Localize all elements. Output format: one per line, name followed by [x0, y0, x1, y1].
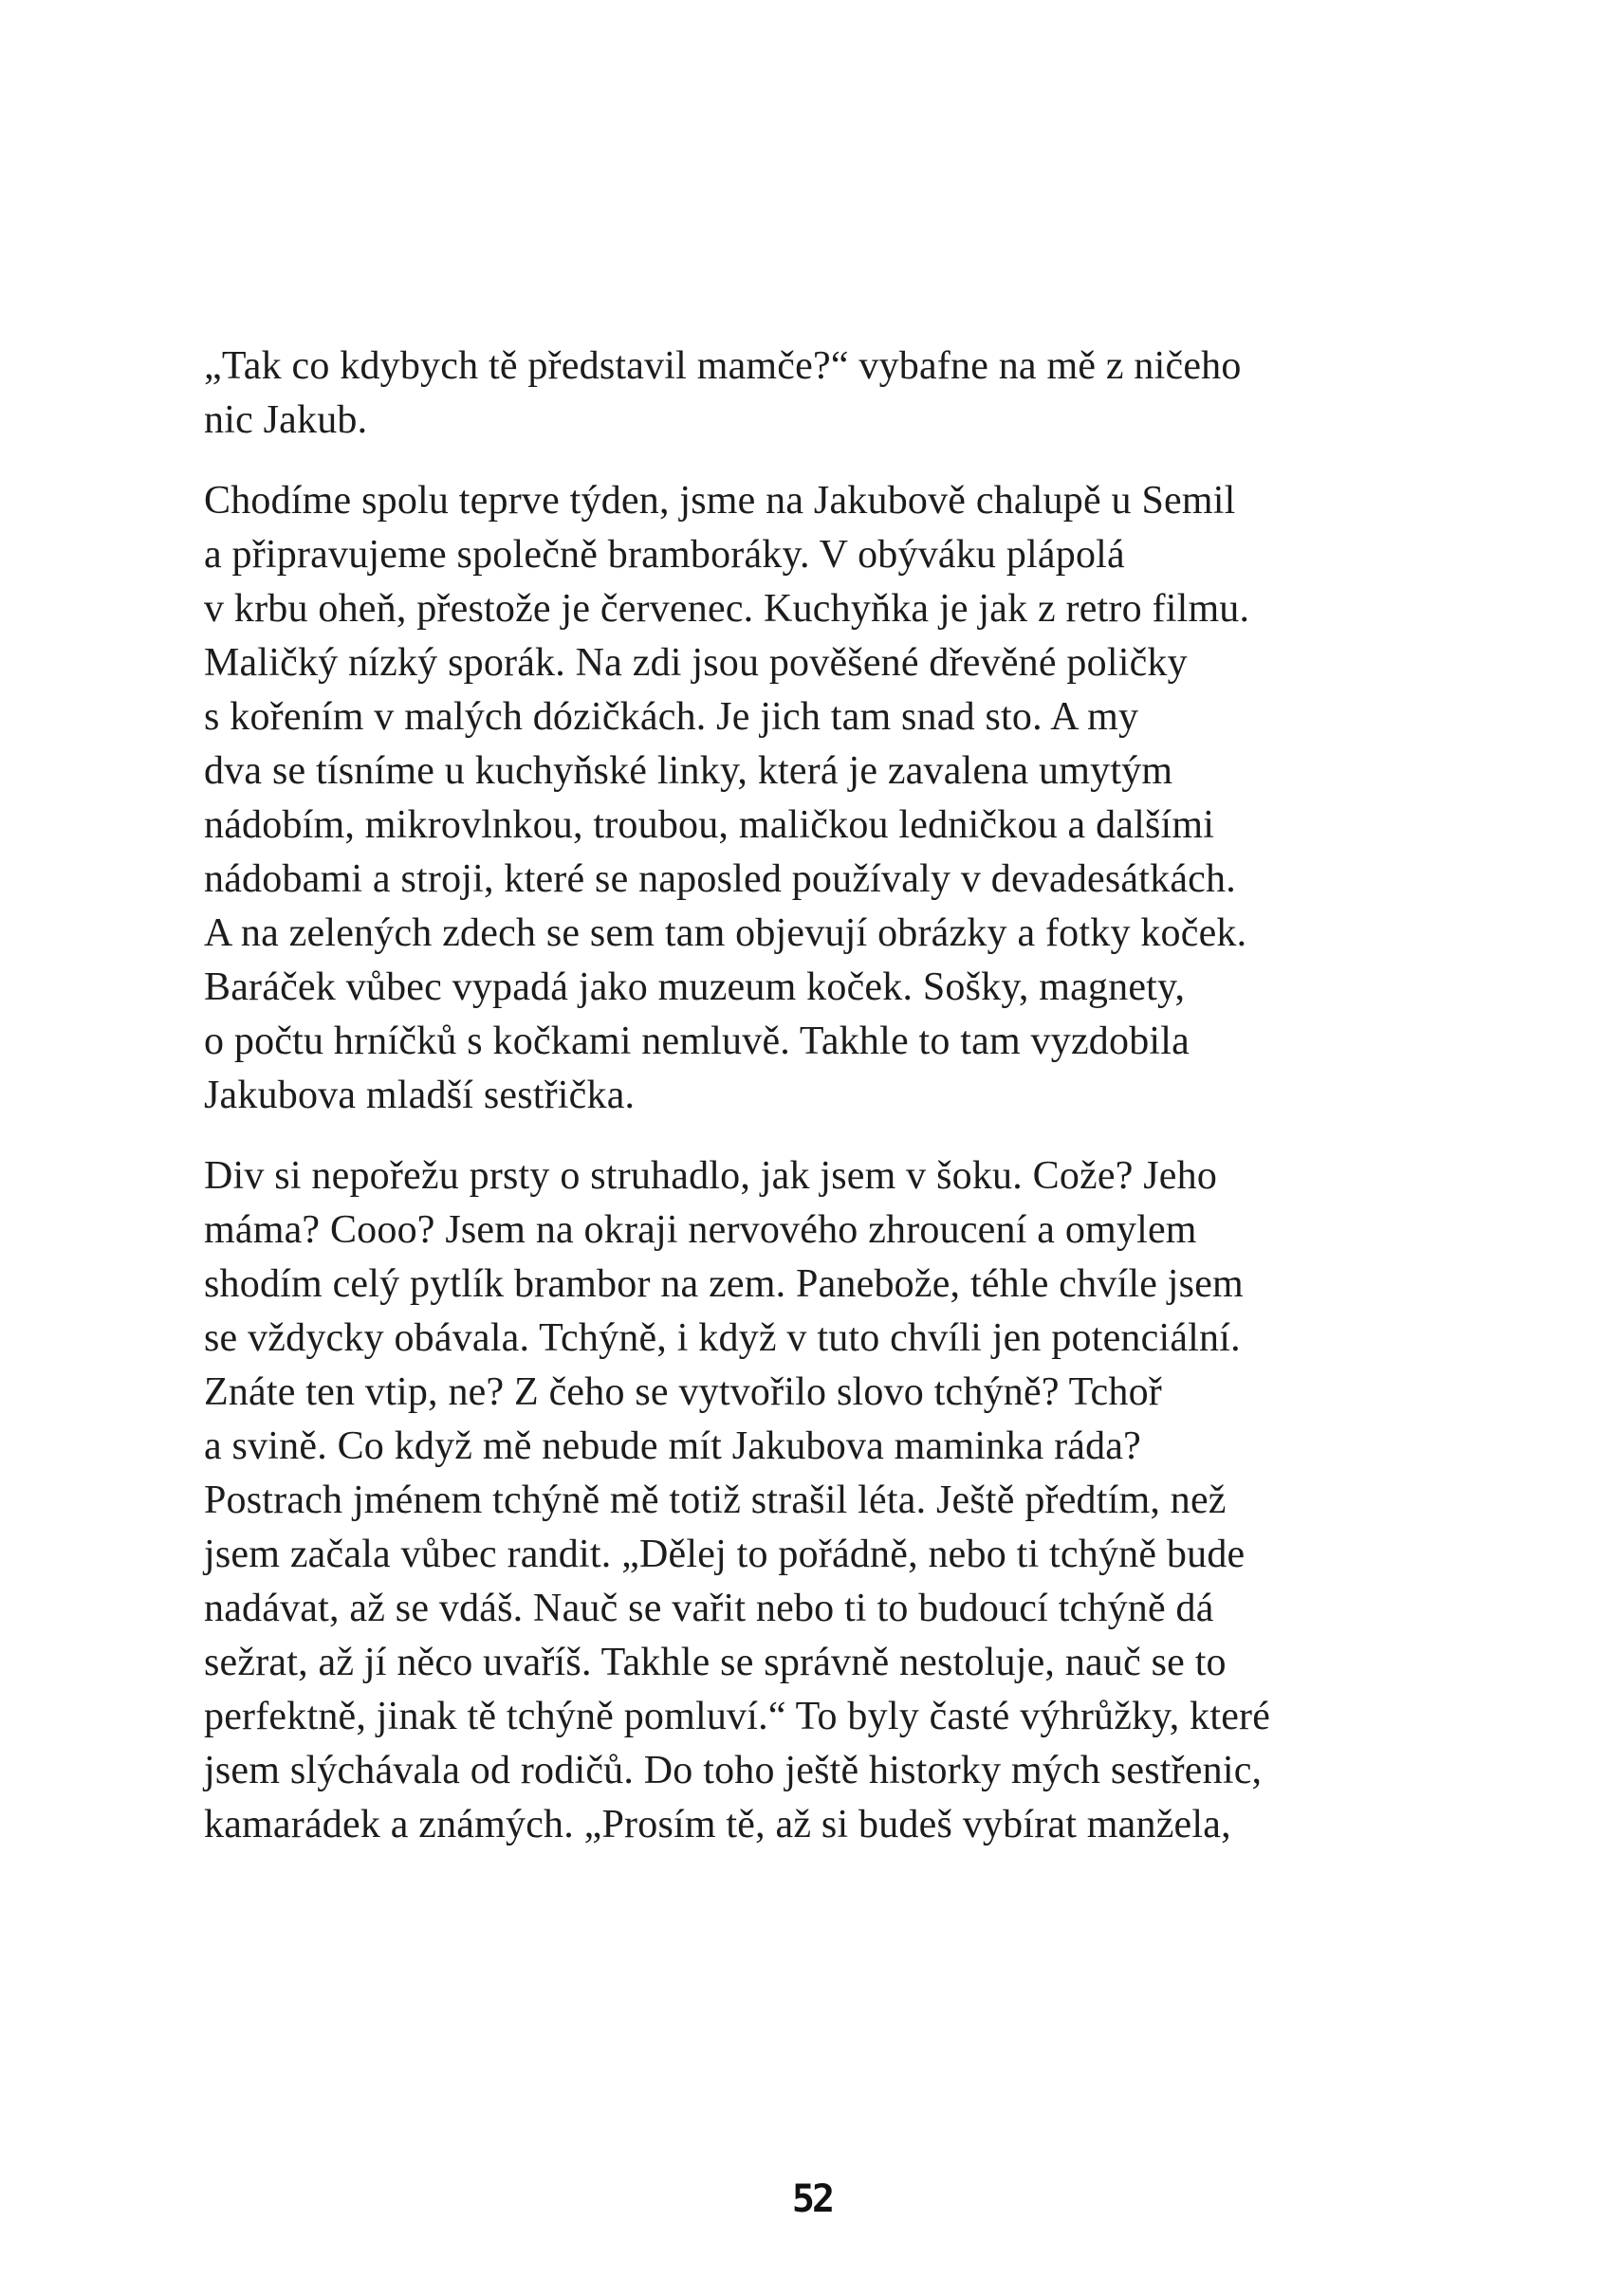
text-line: Baráček vůbec vypadá jako muzeum koček. Sošky, magnety, [204, 965, 1186, 1009]
text-line: máma? Cooo? Jsem na okraji nervového zhroucení a omylem [204, 1208, 1197, 1252]
text-line: jsem slýchávala od rodičů. Do toho ještě historky mých sestřenic, [204, 1749, 1263, 1792]
body-text [204, 340, 1475, 1852]
text-line: nic Jakub. [204, 398, 368, 442]
paragraph [204, 1149, 1475, 1852]
text-line: perfektně, jinak tě tchýně pomluví.“ To byly časté výhrůžky, které [204, 1695, 1271, 1738]
text-line: nádobím, mikrovlnkou, troubou, maličkou ledničkou a dalšími [204, 803, 1215, 847]
text-line: dva se tísníme u kuchyňské linky, která je zavalena umytým [204, 749, 1173, 793]
text-line: jsem začala vůbec randit. „Dělej to pořádně, nebo ti tchýně bude [204, 1533, 1246, 1576]
text-line: Chodíme spolu teprve týden, jsme na Jakubově chalupě u Semil [204, 479, 1236, 523]
text-line: se vždycky obávala. Tchýně, i když v tuto chvíli jen potenciální. [204, 1316, 1241, 1360]
paragraph [204, 340, 1475, 448]
text-line: Jakubova mladší sestřička. [204, 1074, 636, 1117]
text-line: Znáte ten vtip, ne? Z čeho se vytvořilo slovo tchýně? Tchoř [204, 1370, 1162, 1414]
text-line: kamarádek a známých. „Prosím tě, až si budeš vybírat manžela, [204, 1803, 1231, 1846]
page-number: 52 [791, 2177, 833, 2221]
text-line: a připravujeme společně bramboráky. V obýváku plápolá [204, 533, 1125, 577]
paragraph [204, 474, 1475, 1123]
text-line: nadávat, až se vdáš. Nauč se vařit nebo ti to budoucí tchýně dá [204, 1587, 1214, 1630]
text-line: A na zelených zdech se sem tam objevují obrázky a fotky koček. [204, 911, 1247, 955]
text-line: sežrat, až jí něco uvaříš. Takhle se správně nestoluje, nauč se to [204, 1641, 1227, 1684]
text-line: s kořením v malých dózičkách. Je jich tam snad sto. A my [204, 695, 1139, 739]
text-line: Postrach jménem tchýně mě totiž strašil léta. Ještě předtím, než [204, 1479, 1227, 1522]
text-line: nádobami a stroji, které se naposled používaly v devadesátkách. [204, 857, 1236, 901]
text-line: Maličký nízký sporák. Na zdi jsou pověšené dřevěné poličky [204, 641, 1188, 685]
text-line: v krbu oheň, přestože je červenec. Kuchyňka je jak z retro filmu. [204, 587, 1250, 631]
text-line: shodím celý pytlík brambor na zem. Panebože, téhle chvíle jsem [204, 1262, 1244, 1306]
text-line: o počtu hrníčků s kočkami nemluvě. Takhle to tam vyzdobila [204, 1019, 1190, 1063]
text-line: a svině. Co když mě nebude mít Jakubova maminka ráda? [204, 1424, 1141, 1468]
text-line: Div si nepořežu prsty o struhadlo, jak jsem v šoku. Cože? Jeho [204, 1154, 1218, 1198]
text-line: „Tak co kdybych tě představil mamče?“ vybafne na mě z ničeho [204, 344, 1242, 388]
